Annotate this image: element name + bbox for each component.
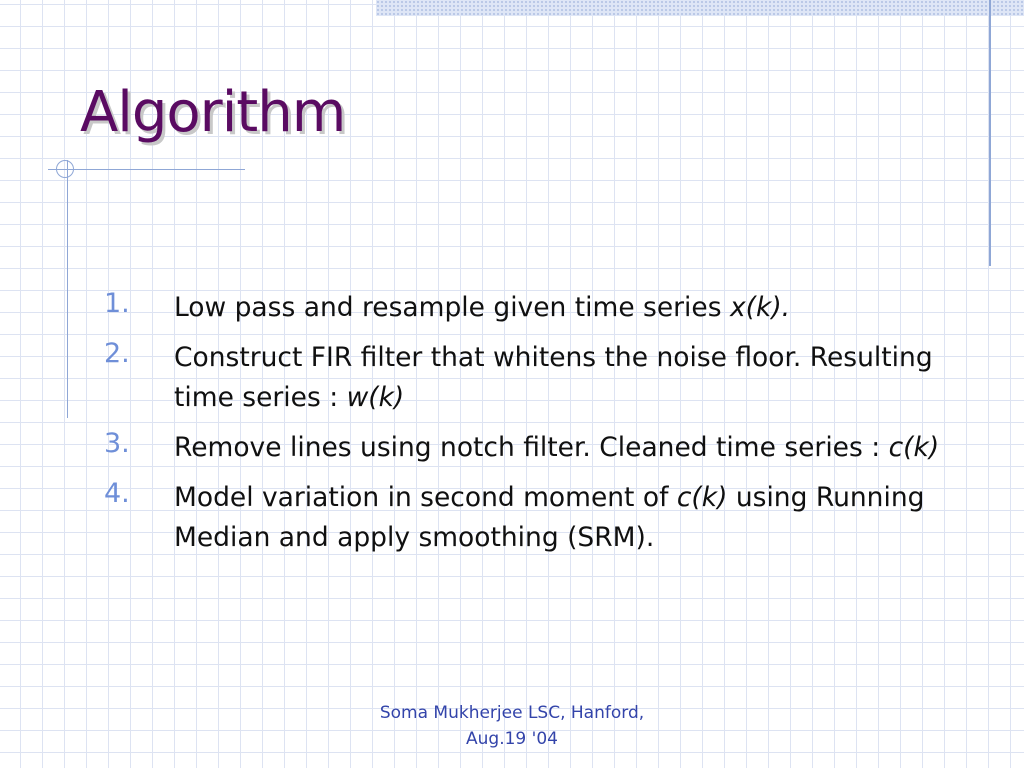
list-item-text-after: using Running Median and apply smoothing (SRM). (174, 482, 925, 553)
list-item-math: c(k) (888, 432, 940, 463)
right-decorative-line (989, 0, 991, 266)
list-item (104, 338, 984, 418)
list-item-text: Model variation in second moment of (174, 482, 677, 513)
list-item-number: 2. (104, 338, 130, 369)
list-item-text: Construct FIR filter that whitens the noise floor. Resulting time series : (174, 342, 933, 413)
list-item-number: 4. (104, 478, 130, 509)
footer-date: Aug.19 '04 (466, 729, 558, 749)
title-underline-rule (48, 169, 245, 170)
list-item-text: Remove lines using notch filter. Cleaned time series : (174, 432, 889, 463)
left-decorative-line (67, 160, 68, 418)
list-item-number: 1. (104, 288, 130, 319)
list-item (104, 288, 984, 328)
list-item (104, 428, 984, 468)
circle-ornament-icon (56, 160, 74, 178)
footer-author: Soma Mukherjee LSC, Hanford, (379, 703, 645, 723)
list-item-math: w(k) (346, 382, 405, 413)
list-item (104, 478, 984, 558)
algorithm-steps-list (104, 288, 984, 568)
list-item-math: x(k). (729, 292, 791, 323)
slide-footer (352, 700, 672, 752)
slide-title: Algorithm (80, 80, 346, 145)
top-decorative-band (376, 0, 1024, 16)
list-item-number: 3. (104, 428, 130, 459)
list-item-text: Low pass and resample given time series (174, 292, 730, 323)
list-item-math: c(k) (676, 482, 728, 513)
